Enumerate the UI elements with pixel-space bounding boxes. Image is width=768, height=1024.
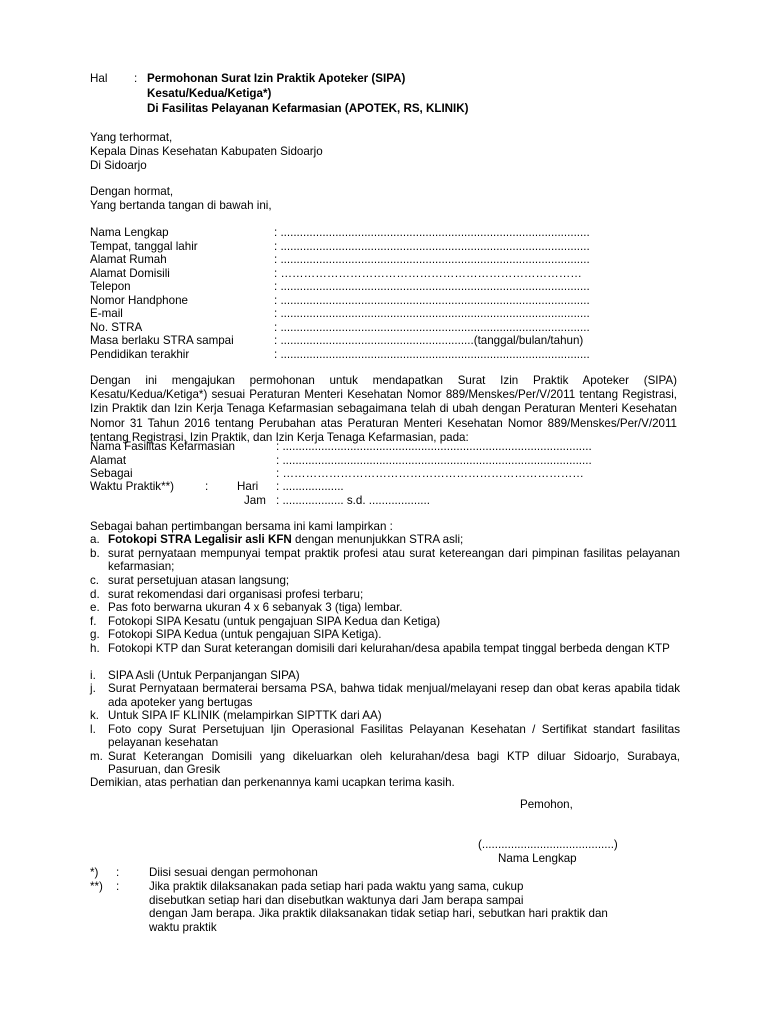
field-label: Alamat Rumah [90, 253, 167, 266]
footnote-colon: : [116, 880, 120, 893]
field-alamat-domisili [90, 267, 650, 281]
list-marker: c. [90, 574, 100, 587]
field-telepon [90, 280, 650, 294]
request-paragraph: Dengan ini mengajukan permohonan untuk mendapatkan Surat Izin Praktik Apoteker (SIPA) Kesatu/Kedua/Ketiga*) sesuai Peraturan Menteri Kesehatan Nomor 889/Menskes/Per/V/2011 tentang Registrasi, Izin Praktik dan Izin Kerja Tenaga Kefarmasian sebagaimana telah di ubah dengan Peraturan Menteri Kesehatan Nomor 31 Tahun 2016 tentang Perubahan atas Peraturan Menteri Kesehatan Nomor 889/Menskes/Per/V/2011 tentang Registrasi, Izin Praktik, dan Izin Kerja Tenaga Kefarmasian, pada: [90, 374, 677, 444]
list-item-text: Fotokopi SIPA Kesatu (untuk pengajuan SIPA Kedua dan Ketiga) [108, 614, 441, 628]
field-label: Telepon [90, 280, 131, 293]
practice-day-label: Hari [237, 480, 259, 493]
signature-name: Nama Lengkap [498, 852, 577, 865]
list-marker: e. [90, 601, 100, 614]
field-blank[interactable]: : ................................................................................................ [276, 440, 592, 453]
practice-time-colon: : [205, 480, 209, 493]
practice-hour-label: Jam [244, 494, 266, 507]
field-sebagai [90, 467, 650, 481]
field-nama-lengkap [90, 226, 650, 240]
field-label: E-mail [90, 307, 123, 320]
list-item-text: dengan menunjukkan STRA asli; [291, 533, 464, 546]
practice-hour-blank[interactable]: : ................... s.d. ................... [276, 494, 430, 507]
list-item-text: Surat Pernyataan bermaterai bersama PSA, bahwa tidak menjual/melayani resep dan obat keras apabila tidak ada apoteker yang bertugas [108, 682, 680, 709]
list-item-text: Pas foto berwarna ukuran 4 x 6 sebanyak 3 (tiga) lembar. [108, 601, 403, 614]
list-item-text: SIPA Asli (Untuk Perpanjangan SIPA) [108, 668, 300, 682]
field-blank[interactable]: : ................................................................................................ [274, 320, 590, 334]
list-item-text: Untuk SIPA IF KLINIK (melampirkan SIPTTK dari AA) [108, 709, 382, 722]
list-item-text: Fotokopi KTP dan Surat keterangan domisili dari kelurahan/desa apabila tempat tinggal berbeda dengan KTP [108, 641, 670, 655]
list-marker: m. [90, 749, 103, 763]
field-label: No. STRA [90, 320, 143, 334]
list-item-text: surat rekomendasi dari organisasi profesi terbaru; [108, 587, 364, 601]
list-item-text: Fotokopi SIPA Kedua (untuk pengajuan SIPA Ketiga). [108, 628, 382, 641]
field-label: Masa berlaku STRA sampai [90, 334, 234, 347]
attachments-intro: Sebagai bahan pertimbangan bersama ini kami lampirkan : [90, 520, 393, 533]
field-blank[interactable]: : ................................................................................................ [274, 239, 590, 253]
subject-label: Hal [90, 72, 108, 85]
list-marker: b. [90, 546, 100, 560]
field-blank[interactable]: : ................................................................................................ [274, 347, 590, 361]
field-blank[interactable]: : ................................................................................................ [274, 253, 590, 266]
list-marker: d. [90, 587, 100, 601]
field-nama-fasilitas [90, 440, 650, 454]
subject-title-line2: Kesatu/Kedua/Ketiga*) [147, 87, 272, 100]
subject-title-line3: Di Fasilitas Pelayanan Kefarmasian (APOTEK, RS, KLINIK) [147, 102, 469, 115]
footnote-text: dengan Jam berapa. Jika praktik dilaksanakan tidak setiap hari, sebutkan hari praktik dan [149, 907, 608, 920]
list-item-text: Foto copy Surat Persetujuan Ijin Operasional Fasilitas Pelayanan Kesehatan / Sertifikat standart fasilitas pelayanan kesehatan [108, 722, 680, 750]
field-label: Tempat, tanggal lahir [90, 239, 198, 253]
signature-blank[interactable]: (.........................................) [478, 838, 618, 851]
field-label: Alamat [90, 453, 127, 467]
field-blank[interactable]: : ............................................................(tanggal/bulan/tahun) [274, 334, 584, 347]
footnote-text: disebutkan setiap hari dan disebutkan waktunya dari Jam berapa sampai [149, 893, 524, 907]
field-no-stra [90, 321, 650, 335]
field-blank[interactable]: : ................................................................................................ [276, 453, 592, 467]
field-label: Nomor Handphone [90, 293, 188, 307]
signature-title: Pemohon, [520, 798, 573, 811]
field-label: Alamat Domisili [90, 266, 170, 280]
field-blank[interactable]: : ................................................................................................ [274, 307, 590, 320]
practice-time-label: Waktu Praktik**) [90, 480, 174, 493]
field-blank[interactable]: : …………………………………………………………………… [274, 266, 582, 280]
undersigned-line: Yang bertanda tangan di bawah ini, [90, 199, 272, 212]
field-alamat-fasilitas [90, 454, 650, 468]
field-tempat-tanggal-lahir [90, 240, 650, 254]
footnote-colon: : [116, 866, 120, 879]
field-blank[interactable]: : …………………………………………………………………… [276, 467, 584, 480]
footnote-marker: *) [90, 866, 99, 879]
list-marker: l. [90, 722, 96, 736]
list-marker: a. [90, 533, 100, 546]
subject-colon: : [134, 72, 138, 85]
list-item-text: surat persetujuan atasan langsung; [108, 574, 290, 587]
field-alamat-rumah [90, 253, 650, 267]
field-email [90, 307, 650, 321]
field-nomor-handphone [90, 294, 650, 308]
field-label: Sebagai [90, 467, 133, 480]
practice-day-blank[interactable]: : ................... [276, 480, 344, 493]
field-blank[interactable]: : ................................................................................................ [274, 280, 590, 293]
field-blank[interactable]: : ................................................................................................ [274, 226, 590, 239]
field-label: Nama Lengkap [90, 226, 169, 239]
list-item-bold: Fotokopi STRA Legalisir asli KFN [108, 533, 292, 546]
list-marker: f. [90, 614, 97, 628]
recipient-place: Di Sidoarjo [90, 159, 147, 172]
list-item-text: surat pernyataan mempunyai tempat praktik profesi atau surat ketereangan dari pimpinan fasilitas pelayanan kefarmasian; [108, 546, 680, 574]
recipient-name: Kepala Dinas Kesehatan Kabupaten Sidoarjo [90, 145, 323, 158]
greeting-line: Dengan hormat, [90, 185, 174, 198]
field-label: Pendidikan terakhir [90, 347, 190, 361]
field-label: Nama Fasilitas Kefarmasian [90, 440, 235, 453]
closing-sentence: Demikian, atas perhatian dan perkenannya kami ucapkan terima kasih. [90, 776, 455, 789]
list-item-text: Surat Keterangan Domisili yang dikeluarkan oleh kelurahan/desa bagi KTP diluar Sidoarjo, Surabaya, Pasuruan, dan Gresik [108, 749, 680, 777]
field-masa-berlaku-stra [90, 334, 650, 348]
list-marker: k. [90, 709, 100, 722]
recipient-salutation: Yang terhormat, [90, 131, 173, 144]
field-pendidikan-terakhir [90, 348, 650, 362]
footnote-text: Jika praktik dilaksanakan pada setiap hari pada waktu yang sama, cukup [149, 880, 524, 893]
subject-title-line1: Permohonan Surat Izin Praktik Apoteker (SIPA) [147, 72, 406, 85]
list-marker: i. [90, 668, 96, 682]
footnote-text: waktu praktik [149, 920, 217, 934]
footnote-text: Diisi sesuai dengan permohonan [149, 866, 318, 879]
list-marker: h. [90, 641, 100, 655]
field-blank[interactable]: : ................................................................................................ [274, 293, 590, 307]
footnote-marker: **) [90, 880, 103, 893]
list-marker: j. [90, 682, 96, 695]
list-marker: g. [90, 628, 100, 641]
